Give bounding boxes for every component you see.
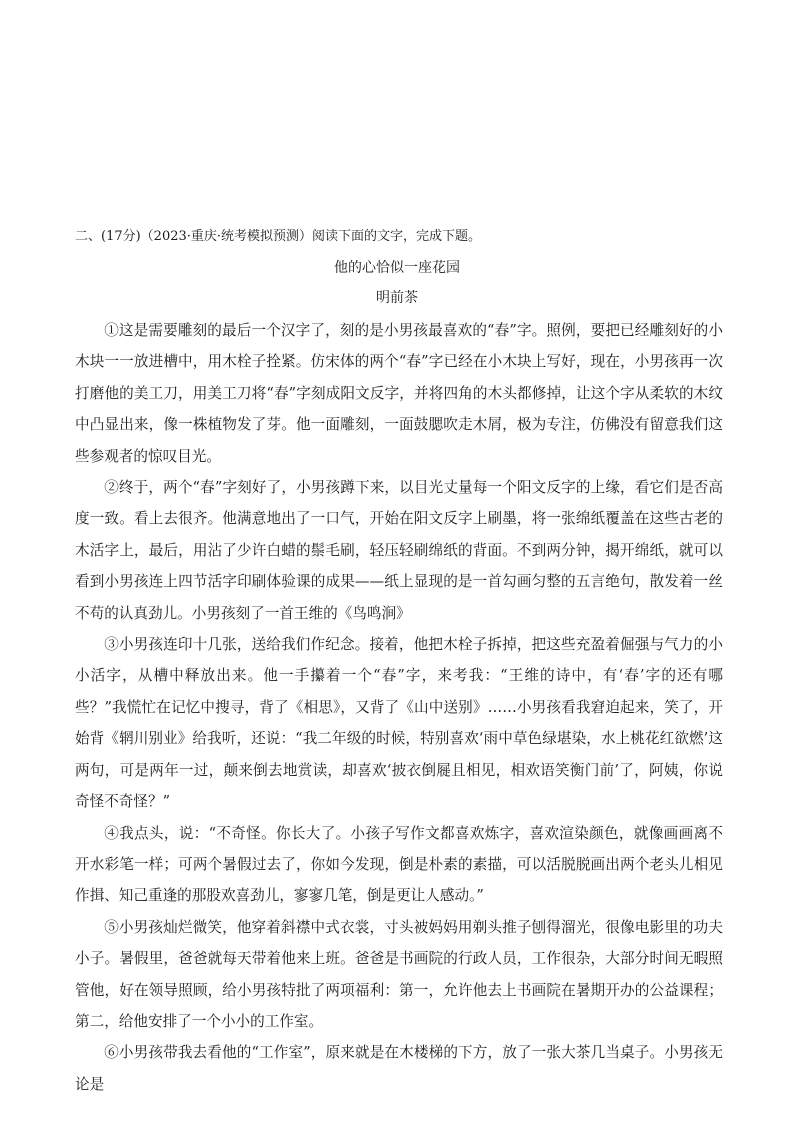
article-body bbox=[75, 315, 723, 1100]
article-author: 明前茶 bbox=[376, 290, 418, 306]
article-title: 他的心恰似一座花园 bbox=[334, 260, 460, 276]
question-header: 二、(17分)（2023·重庆·统考模拟预测）阅读下面的文字，完成下题。 bbox=[75, 229, 482, 244]
paragraph-1: ①这是需要雕刻的最后一个汉字了，刻的是小男孩最喜欢的“春”字。照例，要把已经雕刻好的小木块一一放进槽中，用木栓子拴紧。仿宋体的两个“春”字已经在小木块上写好，现在，小男孩再一次打磨他的美工刀，用美工刀将“春”字刻成阳文反字，并将四角的木头都修掉，让这个字从柔软的木纹中凸显出来，像一株植物发了芽。他一面雕刻，一面鼓腮吹走木屑，极为专注，仿佛没有留意我们这些参观者的惊叹目光。 bbox=[75, 322, 723, 465]
paragraph-6: ⑥小男孩带我去看他的“工作室”，原来就是在木楼梯的下方，放了一张大茶几当桌子。小男孩无论是 bbox=[75, 1044, 723, 1093]
paragraph-5: ⑤小男孩灿烂微笑，他穿着斜襟中式衣裳，寸头被妈妈用剃头推子刨得溜光，很像电影里的功夫小子。暑假里，爸爸就每天带着他来上班。爸爸是书画院的行政人员，工作很杂，大部分时间无暇照管他，好在领导照顾，给小男孩特批了两项福利：第一，允许他去上书画院在暑期开办的公益课程；第二，给他安排了一个小小的工作室。 bbox=[75, 918, 723, 1030]
paragraph-2: ②终于，两个“春”字刻好了，小男孩蹲下来，以目光丈量每一个阳文反字的上缘，看它们是否高度一致。看上去很齐。他满意地出了一口气，开始在阳文反字上刷墨，将一张绵纸覆盖在这些古老的木活字上，最后，用沾了少许白蜡的鬃毛刷，轻压轻刷绵纸的背面。不到两分钟，揭开绵纸，就可以看到小男孩连上四节活字印刷体验课的成果——纸上显现的是一首勾画匀整的五言绝句，散发着一丝不苟的认真劲儿。小男孩刻了一首王维的《鸟鸣涧》 bbox=[75, 479, 723, 622]
paragraph-4: ④我点头，说：“不奇怪。你长大了。小孩子写作文都喜欢炼字，喜欢渲染颜色，就像画画离不开水彩笔一样；可两个暑假过去了，你如今发现，倒是朴素的素描，可以活脱脱画出两个老头儿相见作揖、知己重逢的那股欢喜劲儿，寥寥几笔，倒是更让人感动。” bbox=[75, 824, 723, 905]
paragraph-3: ③小男孩连印十几张，送给我们作纪念。接着，他把木栓子拆掉，把这些充盈着倔强与气力的小小活字，从槽中释放出来。他一手攥着一个“春”字，来考我：“王维的诗中，有‘春’字的还有哪些？”我慌忙在记忆中搜寻，背了《相思》，又背了《山中送别》……小男孩看我窘迫起来，笑了，开始背《辋川别业》给我听，还说：“我二年级的时候，特别喜欢‘雨中草色绿堪染，水上桃花红欲燃’这两句，可是两年一过，颠来倒去地赏读，却喜欢‘披衣倒屣且相见，相欢语笑衡门前’了，阿姨，你说奇怪不奇怪？” bbox=[75, 636, 723, 811]
